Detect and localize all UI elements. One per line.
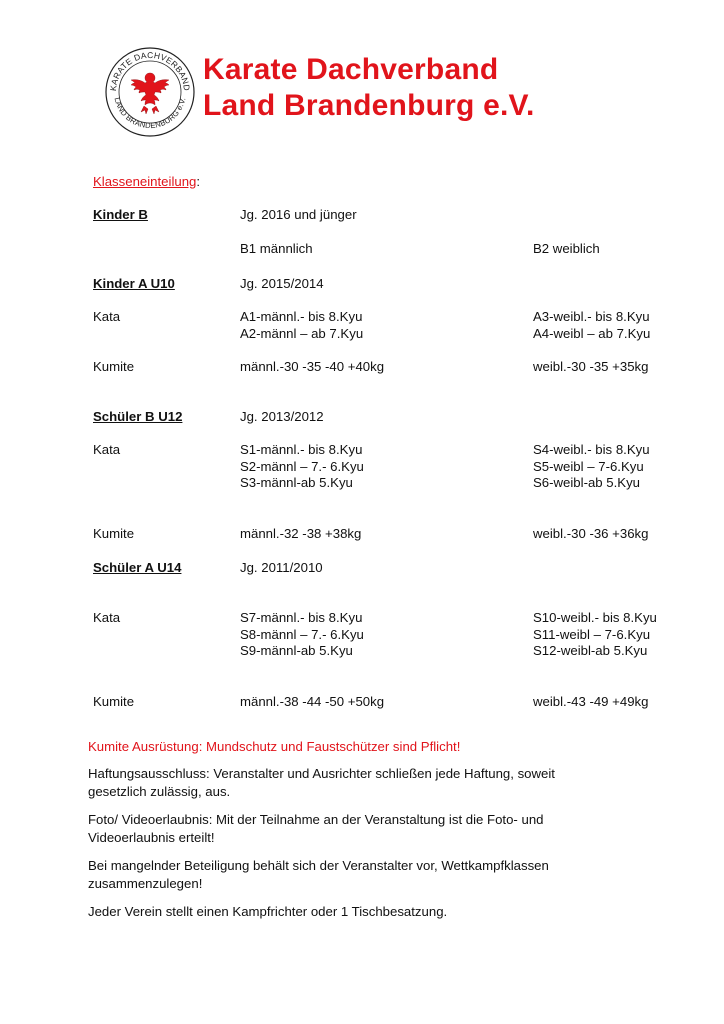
kata-label-schueler-a: Kata	[93, 610, 121, 625]
kata-female-schueler-a-2: S11-weibl – 7-6.Kyu	[533, 626, 651, 642]
group-name-schueler-b: Schüler B U12	[93, 409, 183, 424]
equipment-note: Kumite Ausrüstung: Mundschutz und Faustschützer sind Pflicht!	[88, 739, 461, 754]
kumite-male-schueler-a: männl.-38 -44 -50 +50kg	[240, 694, 385, 709]
section-heading	[93, 174, 200, 191]
participation-note-line-2: zusammenzulegen!	[88, 875, 203, 891]
participation-note-line-1: Bei mangelnder Beteiligung behält sich der Veranstalter vor, Wettkampfklassen	[88, 858, 549, 873]
referee-note: Jeder Verein stellt einen Kampfrichter oder 1 Tischbesatzung.	[88, 904, 448, 919]
kumite-female-schueler-a: weibl.-43 -49 +49kg	[533, 694, 649, 709]
kata-male-kinder-a-2: A2-männl – ab 7.Kyu	[240, 325, 364, 341]
kata-male-schueler-b-2: S2-männl – 7.- 6.Kyu	[240, 458, 364, 474]
group-year-kinder-a: Jg. 2015/2014	[240, 276, 324, 291]
photo-permission-note-line-1: Foto/ Videoerlaubnis: Mit der Teilnahme an der Veranstaltung ist die Foto- und	[88, 812, 544, 827]
kata-female-kinder-a-1: A3-weibl.- bis 8.Kyu	[533, 309, 650, 324]
kata-female-schueler-b-2: S5-weibl – 7-6.Kyu	[533, 458, 644, 474]
kata-female-schueler-b-1: S4-weibl.- bis 8.Kyu	[533, 442, 650, 457]
class-male-kinder-b: B1 männlich	[240, 241, 313, 256]
group-name-kinder-b: Kinder B	[93, 207, 148, 222]
logo-ring-bottom-text: LAND BRANDENBURG e.V.	[112, 96, 188, 131]
kata-label-schueler-b: Kata	[93, 442, 121, 457]
kumite-female-schueler-b: weibl.-30 -36 +36kg	[533, 526, 649, 541]
group-year-schueler-b: Jg. 2013/2012	[240, 409, 324, 424]
section-heading-label: Klasseneinteilung	[93, 174, 197, 189]
kata-male-schueler-b-3: S3-männl-ab 5.Kyu	[240, 475, 353, 490]
kata-female-schueler-b-3: S6-weibl-ab 5.Kyu	[533, 475, 641, 490]
kata-male-schueler-a-1: S7-männl.- bis 8.Kyu	[240, 610, 363, 625]
organisation-name-line-1: Karate Dachverband	[203, 53, 499, 86]
logo-ring-top-text: KARATE DACHVERBAND	[107, 49, 193, 92]
kata-label-kinder-a: Kata	[93, 309, 121, 324]
kumite-male-kinder-a: männl.-30 -35 -40 +40kg	[240, 359, 385, 374]
kata-female-kinder-a-2: A4-weibl – ab 7.Kyu	[533, 325, 651, 341]
federation-logo	[104, 46, 196, 138]
organisation-name-line-2: Land Brandenburg e.V.	[203, 89, 535, 122]
group-name-schueler-a: Schüler A U14	[93, 560, 182, 575]
kata-male-kinder-a-1: A1-männl.- bis 8.Kyu	[240, 309, 363, 324]
liability-note-line-2: gesetzlich zulässig, aus.	[88, 783, 231, 799]
kata-male-schueler-a-3: S9-männl-ab 5.Kyu	[240, 643, 353, 658]
kata-male-schueler-b-1: S1-männl.- bis 8.Kyu	[240, 442, 363, 457]
group-year-kinder-b: Jg. 2016 und jünger	[240, 207, 357, 222]
class-female-kinder-b: B2 weiblich	[533, 241, 600, 256]
liability-note-line-1: Haftungsausschluss: Veranstalter und Ausrichter schließen jede Haftung, soweit	[88, 766, 555, 781]
kumite-female-kinder-a: weibl.-30 -35 +35kg	[533, 359, 649, 374]
section-heading-suffix: :	[196, 174, 201, 189]
kumite-label-schueler-a: Kumite	[93, 694, 135, 709]
kata-female-schueler-a-1: S10-weibl.- bis 8.Kyu	[533, 610, 657, 625]
kumite-label-kinder-a: Kumite	[93, 359, 135, 374]
kata-male-schueler-a-2: S8-männl – 7.- 6.Kyu	[240, 626, 364, 642]
kumite-male-schueler-b: männl.-32 -38 +38kg	[240, 526, 362, 541]
photo-permission-note-line-2: Videoerlaubnis erteilt!	[88, 829, 215, 845]
organisation-name	[203, 52, 534, 124]
liability-note	[88, 765, 648, 800]
kumite-label-schueler-b: Kumite	[93, 526, 135, 541]
participation-note	[88, 857, 648, 892]
photo-permission-note	[88, 811, 648, 846]
group-name-kinder-a: Kinder A U10	[93, 276, 175, 291]
group-year-schueler-a: Jg. 2011/2010	[240, 560, 323, 575]
kata-female-schueler-a-3: S12-weibl-ab 5.Kyu	[533, 643, 648, 658]
red-eagle-icon	[131, 73, 169, 114]
